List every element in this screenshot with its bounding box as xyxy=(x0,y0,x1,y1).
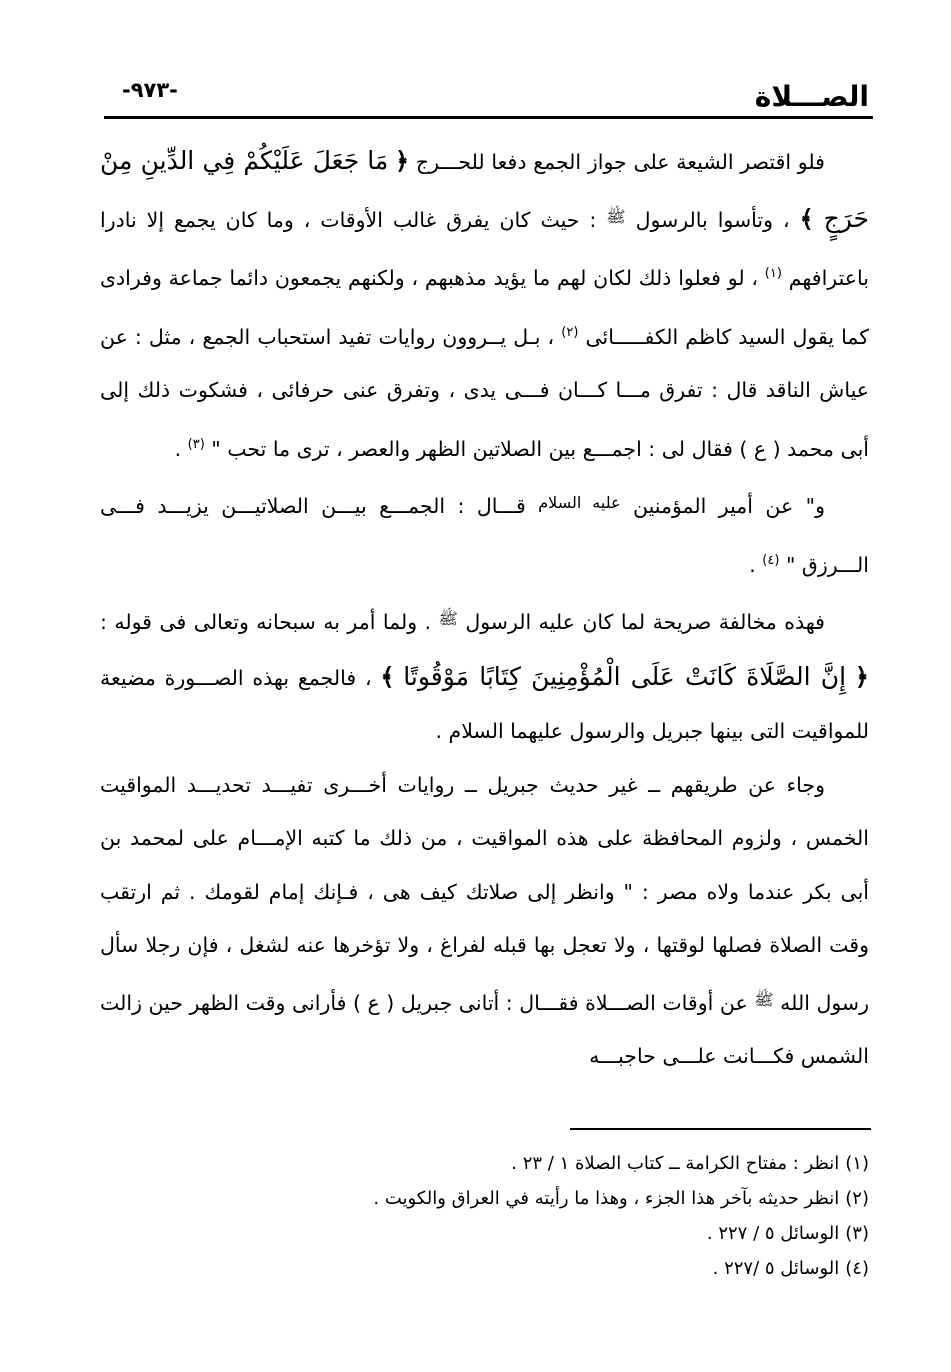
footnote-ref-3: (٣) xyxy=(187,436,205,452)
quran-close-bracket: ﴾ xyxy=(380,661,395,691)
p1-text-3: : حيث كان يفرق غالب الأوقات ، وما كان يجمع إلا نادرا باعترافهم xyxy=(100,207,869,290)
quran-close-bracket: ﴾ xyxy=(799,203,814,233)
quran-verse-2: إِنَّ الصَّلَاةَ كَانَتْ عَلَى الْمُؤْمِنِينَ كِتَابًا مَوْقُوتًا xyxy=(403,661,847,691)
salutation-glyph: ﷺ xyxy=(754,989,774,1009)
salutation-glyph: ﷺ xyxy=(606,206,626,226)
footnote-3 xyxy=(200,1216,869,1251)
quran-open-bracket: ﴿ xyxy=(395,146,410,175)
chapter-title: الصـــلاة xyxy=(754,80,869,113)
p4-text-2: عن أوقات الصـــلاة فقـــال : أتانى جبريل ( ع ) فأرانى وقت الظهر حين زالت الشمس فكـــانت علـــى حاجبـــه xyxy=(100,990,869,1068)
footnote-rule xyxy=(570,1128,871,1130)
footnote-number: (١) xyxy=(845,1153,869,1174)
paragraph-2 xyxy=(100,476,869,592)
salutation-glyph: ﷺ xyxy=(438,609,458,628)
footnote-number: (٢) xyxy=(845,1188,869,1209)
footnote-text: الوسائل ٥ /٢٢٧ . xyxy=(712,1258,840,1279)
p3-text-2: . ولما أمر به سبحانه وتعالى فى قوله : xyxy=(100,610,432,634)
p1-text-1: فلو اقتصر الشيعة على جواز الجمع دفعا للحـــرج xyxy=(415,150,825,174)
p3-text-3: ، فالجمع بهذه الصـــورة مضيعة للمواقيت التى بينها جبريل والرسول عليهما السلام . xyxy=(100,665,869,743)
p2-text-2: قـــال : الجمـــع بيـــن الصلاتيـــن يزيـــد فـــى الـــرزق " xyxy=(100,494,869,577)
footnote-ref-2: (٢) xyxy=(561,324,579,340)
paragraph-1 xyxy=(100,134,869,476)
footnote-1 xyxy=(200,1146,869,1181)
main-text xyxy=(100,134,869,1084)
p1-text-5: ، بـل يــروون روايات تفيد استحباب الجمع ، مثل : عن عياش الناقد قال : تفرق مـــا كـــان فـــى يدى ، وتفرق عنى حرفائى ، فشكوت ذلك إلى أبى محمد ( ع ) فقال لى : اجمـــع بين الصلاتين الظهر والعصر ، ترى ما تحب " xyxy=(100,324,869,461)
footnote-ref-4: (٤) xyxy=(762,552,780,568)
quran-open-bracket: ﴿ xyxy=(854,661,869,691)
quran-verse-1: مَا جَعَلَ عَلَيْكُمْ فِي الدِّينِ مِنْ حَرَجٍ xyxy=(100,146,869,233)
p2-text-1: و" عن أمير المؤمنين xyxy=(633,494,825,518)
p4-text-1: وجاء عن طريقهم ــ غير حديث جبريل ــ روايات أخـــرى تفيـــد تحديـــد المواقيت الخمس ، ولزوم المحافظة على هذه المواقيت ، من ذلك ما كتبه الإمـــام على لمحمد بن أبى بكر عندما ولاه مصر : " وانظر إلى صلاتك كيف هى ، فـإنك إمام لقومك . ثم ارتقب وقت الصلاة فصلها لوقتها ، ولا تعجل بها قبله لفراغ ، ولا تؤخرها عنه لشغل ، فإن رجلا سأل رسول الله xyxy=(100,772,870,1015)
footnote-2 xyxy=(200,1181,869,1216)
footnote-number: (٣) xyxy=(845,1223,869,1244)
footnote-number: (٤) xyxy=(845,1258,869,1279)
p1-text-2: ، وتأسوا بالرسول xyxy=(635,207,790,232)
p1-text-4: ، لو فعلوا ذلك لكان لهم ما يؤيد مذهبهم ، ولكنهم يجمعون دائما جماعة وفرادى كما يقول السيد كاظم الكفـــــائى xyxy=(100,266,869,349)
footnote-text: الوسائل ٥ / ٢٢٧ . xyxy=(706,1223,840,1244)
page-number: -٩٧٣- xyxy=(122,78,178,102)
footnote-text: انظر : مفتاح الكرامة ــ كتاب الصلاة ١ / ٢٣ . xyxy=(511,1153,840,1174)
footnote-4 xyxy=(200,1251,869,1286)
p2-text-3: . xyxy=(749,552,756,577)
p3-text-1: فهذه مخالفة صريحة لما كان عليه الرسول xyxy=(465,610,825,634)
footnote-text: انظر حديثه بآخر هذا الجزء ، وهذا ما رأيته في العراق والكويت . xyxy=(373,1188,840,1209)
footnote-ref-1: (١) xyxy=(764,266,782,281)
paragraph-4 xyxy=(100,759,869,1084)
paragraph-3 xyxy=(100,592,869,759)
p1-text-6: . xyxy=(174,436,182,461)
header-rule xyxy=(104,116,873,119)
salutation-glyph: عليه السلام xyxy=(538,493,621,512)
footnotes xyxy=(200,1146,869,1286)
